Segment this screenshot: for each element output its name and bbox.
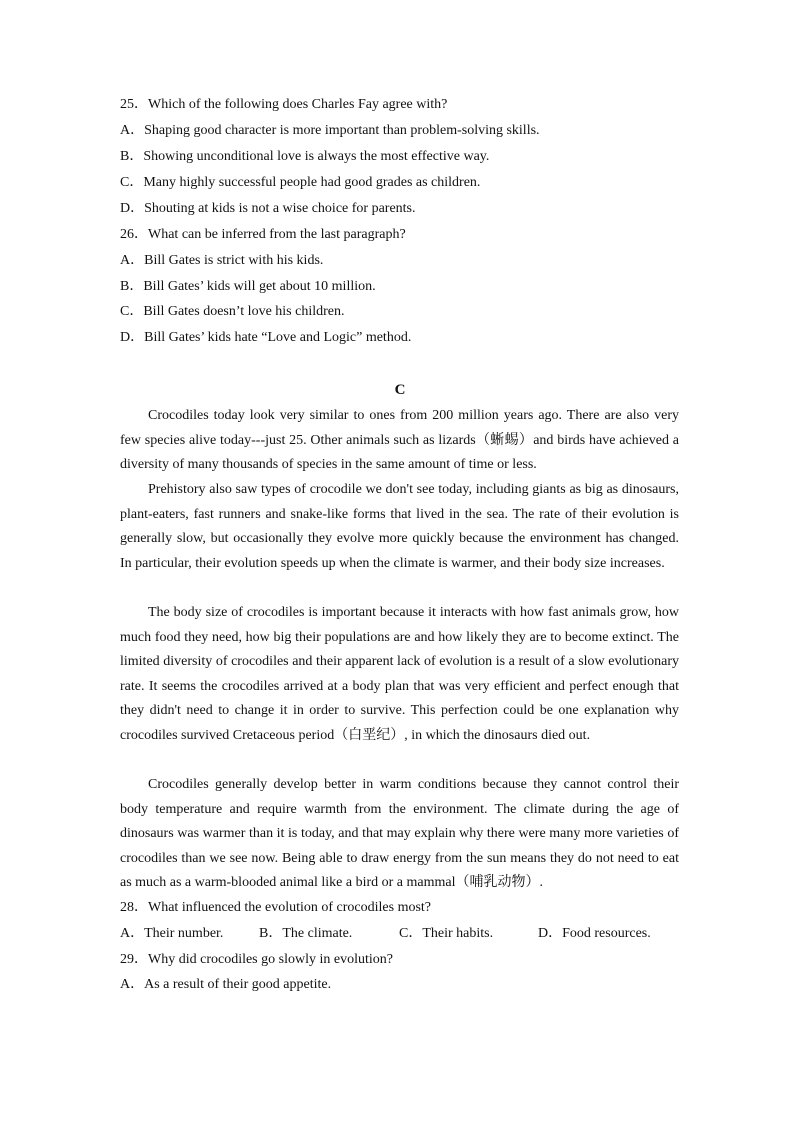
question-25-option-a: A．Shaping good character is more important than problem-solving skills. (120, 123, 540, 138)
passage-paragraph: Crocodiles today look very similar to ones from 200 million years ago. There are also very few species alive today---just 25. Other animals such as lizards（蜥蜴）and birds have achieved a diversity of many thousands of species in the same amount of time or less. (120, 408, 679, 472)
question-25-option-b: B．Showing unconditional love is always the most effective way. (120, 149, 490, 164)
question-28-option-a: A．Their number. (120, 926, 224, 941)
question-25-stem: 25．Which of the following does Charles Fay agree with? (120, 97, 448, 112)
question-28-option-c: C．Their habits. (399, 926, 494, 941)
question-28-stem: 28．What influenced the evolution of crocodiles most? (120, 900, 432, 915)
question-25-option-d: D．Shouting at kids is not a wise choice for parents. (120, 201, 416, 216)
question-26-option-a: A．Bill Gates is strict with his kids. (120, 253, 324, 268)
passage-paragraph: The body size of crocodiles is important because it interacts with how fast animals grow, how much food they need, how big their populations are and how likely they are to become extinct. The limited diversity of crocodiles and their apparent lack of evolution is a result of a slow evolutionary rate. It seems the crocodiles arrived at a body plan that was very efficient and perfect enough that they didn't need to change it in order to survive. This perfection could be one explanation why crocodiles survived Cretaceous period（白垩纪）, in which the dinosaurs died out. (120, 605, 679, 743)
passage-paragraph: Crocodiles generally develop better in warm conditions because they cannot control their body temperature and require warmth from the environment. The climate during the age of dinosaurs was warmer than it is today, and that may explain why there were many more varieties of crocodiles than we see now. Being able to draw energy from the sun means they do not need to eat as much as a warm-blooded animal like a bird or a mammal（哺乳动物）. (120, 777, 679, 890)
question-29-stem: 29．Why did crocodiles go slowly in evolution? (120, 952, 393, 967)
question-28-option-b: B．The climate. (259, 926, 353, 941)
question-26-option-b: B．Bill Gates’ kids will get about 10 million. (120, 279, 376, 294)
question-26-option-d: D．Bill Gates’ kids hate “Love and Logic” method. (120, 330, 412, 345)
question-25-option-c: C．Many highly successful people had good grades as children. (120, 175, 481, 190)
question-26-option-c: C．Bill Gates doesn’t love his children. (120, 304, 345, 319)
question-28-option-d: D．Food resources. (538, 926, 651, 941)
question-26-stem: 26．What can be inferred from the last paragraph? (120, 227, 406, 242)
question-29-option-a: A．As a result of their good appetite. (120, 977, 332, 992)
section-heading: C (394, 382, 406, 398)
passage-paragraph: Prehistory also saw types of crocodile we don't see today, including giants as big as dinosaurs, plant-eaters, fast runners and snake-like forms that lived in the sea. The rate of their evolution is generally slow, but occasionally they evolve more quickly because the environment has changed. In particular, their evolution speeds up when the climate is warmer, and their body size increases. (120, 482, 679, 571)
